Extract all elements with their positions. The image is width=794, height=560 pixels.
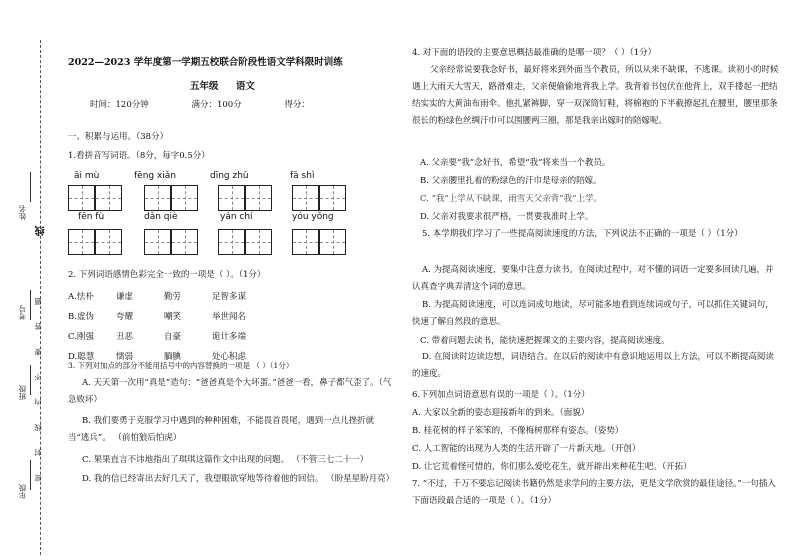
pinyin-2: fēng xiǎn: [134, 171, 177, 181]
q5-option-b[interactable]: B. 为提高阅读速度，可以连词成句地读，尽可能多地看到连续词或句子，可以抓住关键词句，快速了解自然段的意思。: [412, 300, 774, 327]
tianzige-cell[interactable]: [218, 229, 245, 255]
subject-label: 语文: [235, 81, 255, 92]
pinyin-6: dǎn qiè: [144, 212, 178, 222]
pinyin-5: fēn fù: [78, 212, 105, 222]
q7-prompt: 7. “不过，千万不要忘记阅读书籍仍然是求学问的主要方法，更是文学欣赏的最佳途径。”一句插入下面语段最合适的一项是（ ）。（1分）: [412, 479, 776, 506]
name-field[interactable]: [30, 172, 37, 202]
tianzige-cell[interactable]: [245, 185, 272, 211]
exam-meta: [90, 98, 350, 110]
tianzige-cell[interactable]: [245, 229, 272, 255]
time-label: 时间：120分钟: [90, 100, 149, 110]
q5-option-d[interactable]: D. 在阅读时边读边想，词语结合。在以后的阅读中有意识地运用以上方法，可以不断提高阅读的速度。: [412, 352, 774, 379]
q4-passage: 父亲经常说要我念好书，最好将来到外面当个教员，所以从来不缺课，不逃课。读初小的时候遇上大雨天大雪天，路滑难走，父亲便偷偷地背我上学。我背着书包伏在他背上，双手搂起一把结结实实的大黄油布雨伞。他扎紧裤脚，穿一双深筒钉鞋，将棉袍的下半截撩起扎在腰里，腰里那条很长的粉绿色丝绸汗巾可以围腰两三圈，那是我亲出嫁时的陪嫁呢。: [412, 65, 779, 126]
side-grade-label: 年级: [18, 484, 27, 499]
tianzige-cell[interactable]: [171, 185, 198, 211]
grade-label: 五年级: [190, 81, 219, 92]
q6-option-b[interactable]: B. 桂花树的样子笨笨的，不像梅树那样有姿态。（姿势）: [412, 426, 624, 436]
pinyin-1: āi mù: [74, 171, 100, 181]
q3-option-d[interactable]: D. 我的信已经寄出去好几天了，我望眼欲穿地等待着他的回信。 （盼星星盼月亮）: [82, 474, 395, 484]
q5-prompt: 5. 本学期我们学习了一些提高阅读速度的方法，下列说法不正确的一项是（ ）（1分）: [422, 229, 743, 239]
q5-option-c[interactable]: C. 带着问题去读书，能快速把握课文的主要内容，提高阅读速度。: [420, 336, 670, 346]
q2-cell: C.刚强: [68, 332, 94, 342]
exam-subtitle: [190, 78, 255, 92]
pinyin-8: yóu yǒng: [292, 212, 334, 222]
q1-prompt: 1.看拼音写词语。（8分，每字0.5分）: [68, 151, 210, 161]
q2-cell: 懦弱: [116, 352, 134, 362]
tianzige-cell[interactable]: [218, 185, 245, 211]
exam-title: 2022—2023 学年度第一学期五校联合阶段性语文学科限时训练: [68, 57, 343, 68]
q2-cell: 嘲笑: [164, 312, 182, 322]
tianzige-cell[interactable]: [292, 185, 319, 211]
side-name-label: 姓名: [18, 205, 27, 220]
tianzige-cell[interactable]: [68, 185, 95, 211]
q2-cell: 丑恶: [116, 332, 134, 342]
q2-cell: B.虚伪: [68, 312, 94, 322]
tianzige-cell[interactable]: [144, 229, 171, 255]
q4-option-b[interactable]: B. 父亲腰里扎着的粉绿色的汗巾是母亲的陪嫁。: [420, 176, 602, 186]
section-1-heading: 一、积累与运用。（38分）: [68, 132, 169, 142]
pinyin-7: yán chí: [220, 212, 253, 222]
seal-notice: 密 封 线 内 不 要 答 题: [34, 290, 42, 482]
q2-cell: 举世闻名: [212, 312, 247, 322]
q2-cell: A.怯朴: [68, 292, 94, 302]
seal-line-mark: 线: [36, 226, 47, 236]
q3-option-b[interactable]: B. 我们要勇于克服学习中遇到的种种困难，不能畏首畏尾，遇到一点儿挫折就当“逃兵”。 （前怕狼后怕虎）: [68, 416, 375, 443]
q4-option-a[interactable]: A. 父亲要“我”念好书，希望“我”将来当一个教员。: [420, 158, 611, 168]
q2-prompt: 2. 下列词语感情色彩完全一致的一项是（ ）。（1分）: [68, 270, 266, 280]
q2-cell: 诡计多端: [212, 332, 247, 342]
q2-option-b[interactable]: [68, 307, 252, 325]
side-class-label: 班级: [18, 385, 27, 400]
q2-cell: 腼腆: [164, 352, 182, 362]
tianzige-cell[interactable]: [95, 229, 122, 255]
q4-prompt: 4. 对下面的语段的主要意思概括最准确的是哪一项？（ ）（1分）: [412, 48, 657, 58]
tianzige-cell[interactable]: [292, 229, 319, 255]
q6-option-c[interactable]: C. 人工智能的出现为人类的生活开辟了一片新天地。（开创）: [412, 444, 641, 454]
pinyin-3: dīng zhǔ: [210, 171, 249, 181]
q2-options: [66, 285, 254, 367]
score-label: 满分：100分: [191, 100, 242, 110]
q2-option-c[interactable]: [68, 327, 252, 345]
tianzige-cell[interactable]: [319, 229, 346, 255]
q6-option-a[interactable]: A. 大家以全新的姿态迎接新年的到来。（面貌）: [412, 408, 590, 418]
tianzige-cell[interactable]: [171, 229, 198, 255]
tianzige-cell[interactable]: [144, 185, 171, 211]
tianzige-cell[interactable]: [319, 185, 346, 211]
q2-cell: 夸耀: [116, 312, 134, 322]
tianzige-cell[interactable]: [95, 185, 122, 211]
q2-option-a[interactable]: [68, 287, 252, 305]
q3-option-a[interactable]: A. 天天第一次用“真是”造句：“爸爸真是个大坏蛋。”爸爸一看，鼻子都气歪了。（气急败坏）: [68, 378, 392, 405]
side-seat-label: 考号: [18, 305, 27, 320]
q5-option-a[interactable]: A. 为提高阅读速度，要集中注意力读书。在阅读过程中，对不懂的词语一定要多回读几遍，并认真查字典弄清这个词的意思。: [412, 265, 774, 292]
pinyin-4: fā shì: [290, 171, 315, 181]
got-label: 得分：: [284, 100, 310, 110]
tianzige-cell[interactable]: [68, 229, 95, 255]
q4-option-c[interactable]: C. “我”上学从不缺课，雨雪天父亲背“我”上学。: [420, 194, 602, 204]
q2-cell: 勤劳: [164, 292, 182, 302]
q6-option-d[interactable]: D. 让它荒着怪可惜的，你们那么爱吃花生，就开辟出来种花生吧。（开拓）: [412, 462, 692, 472]
q3-option-c[interactable]: C. 果果直言不讳地指出了琪琪这篇作文中出现的问题。 （不管三七二十一）: [82, 455, 369, 465]
q3-prompt: 3. 下列对加点的部分不能用括号中的内容替换的一项是 （ ）（1分）: [68, 361, 294, 370]
q6-prompt: 6.下列加点词语意思有误的一项是（ ）。（1分）: [412, 390, 590, 400]
q2-cell: D.聪慧: [68, 352, 95, 362]
q2-cell: 处心积虑: [212, 352, 247, 362]
q2-cell: 自豪: [164, 332, 182, 342]
q4-option-d[interactable]: D. 父亲对我要求很严格，一贯要我准时上学。: [420, 212, 594, 222]
q2-cell: 足智多谋: [212, 292, 247, 302]
q2-cell: 谦虚: [116, 292, 134, 302]
